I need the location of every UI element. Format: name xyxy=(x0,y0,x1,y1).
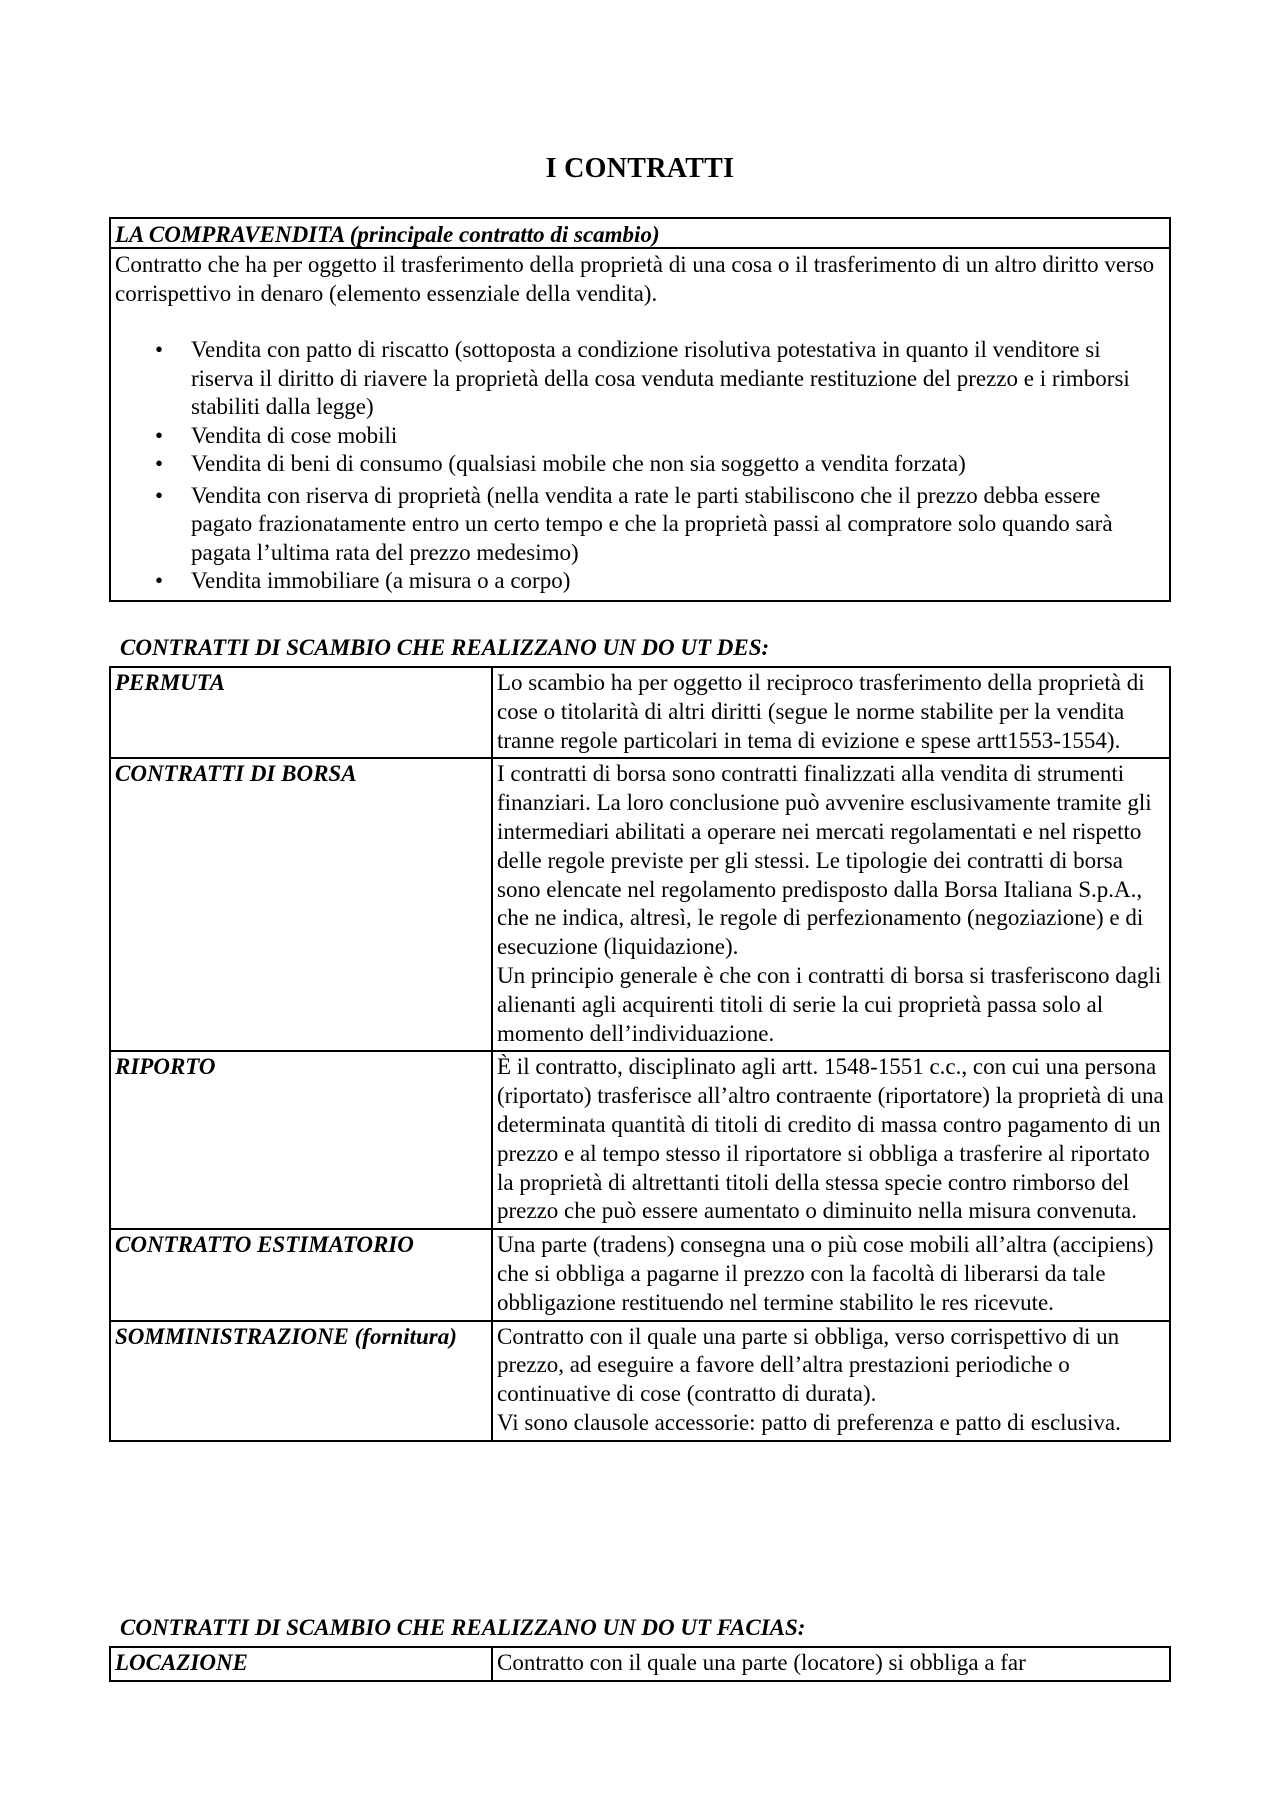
table-row xyxy=(110,758,1170,1051)
term-cell: CONTRATTI DI BORSA xyxy=(110,758,492,1051)
compravendita-intro: Contratto che ha per oggetto il trasferimento della proprietà di una cosa o il trasferimento di un altro diritto verso corrispettivo in denaro (elemento essenziale della vendita). xyxy=(115,252,1155,306)
desc-paragraph: Vi sono clausole accessorie: patto di preferenza e patto di esclusiva. xyxy=(497,1409,1121,1435)
desc-cell xyxy=(492,1051,1170,1229)
table-row xyxy=(110,1229,1170,1320)
list-item: • Vendita di cose mobili xyxy=(115,422,1165,451)
desc-cell xyxy=(492,758,1170,1051)
desc-paragraph: Un principio generale è che con i contratti di borsa si trasferiscono dagli alienanti agli acquirenti titoli di serie la cui proprietà passa solo al momento dell’individuazione. xyxy=(497,962,1162,1046)
compravendita-box xyxy=(109,217,1171,602)
desc-cell xyxy=(492,1229,1170,1320)
do-ut-facias-heading: CONTRATTI DI SCAMBIO CHE REALIZZANO UN DO UT FACIAS: xyxy=(120,1615,806,1640)
do-ut-facias-table xyxy=(109,1646,1171,1682)
compravendita-heading: LA COMPRAVENDITA (principale contratto di scambio) xyxy=(111,219,1169,249)
desc-cell xyxy=(492,667,1170,758)
list-item: • Vendita con patto di riscatto (sottoposta a condizione risolutiva potestativa in quanto il venditore si riserva il diritto di riavere la proprietà della cosa venduta mediante restituzione del prezzo e i rimborsi stabiliti dalla legge) xyxy=(115,336,1165,422)
desc-paragraph: Contratto con il quale una parte si obbliga, verso corrispettivo di un prezzo, ad eseguire a favore dell’altra prestazioni periodiche o continuative di cose (contratto di durata). xyxy=(497,1323,1120,1407)
vendita-types-list xyxy=(115,336,1165,596)
table-row xyxy=(110,1647,1170,1681)
do-ut-des-table xyxy=(109,666,1171,1442)
desc-cell xyxy=(492,1321,1170,1441)
term-cell: RIPORTO xyxy=(110,1051,492,1229)
desc-paragraph: I contratti di borsa sono contratti finalizzati alla vendita di strumenti finanziari. La loro conclusione può avvenire esclusivamente tramite gli intermediari abilitati a operare nei mercati regolamentati e nel rispetto delle regole previste per gli stessi. Le tipologie dei contratti di borsa sono elencate nel regolamento predisposto dalla Borsa Italiana S.p.A., che ne indica, altresì, le regole di perfezionamento (negoziazione) e di esecuzione (liquidazione). xyxy=(497,761,1152,960)
term-cell: PERMUTA xyxy=(110,667,492,758)
desc-paragraph: Una parte (tradens) consegna una o più cose mobili all’altra (accipiens) che si obbliga a pagarne il prezzo con la facoltà di liberarsi da tale obbligazione restituendo nel termine stabilito le res ricevute. xyxy=(497,1232,1154,1315)
compravendita-body xyxy=(111,249,1169,600)
page-title: I CONTRATTI xyxy=(545,153,735,184)
term-cell: CONTRATTO ESTIMATORIO xyxy=(110,1229,492,1320)
list-item: • Vendita con riserva di proprietà (nella vendita a rate le parti stabiliscono che il prezzo debba essere pagato frazionatamente entro un certo tempo e che la proprietà passi al compratore solo quando sarà pagata l’ultima rata del prezzo medesimo) xyxy=(115,482,1165,568)
term-cell: LOCAZIONE xyxy=(110,1647,492,1681)
table-row xyxy=(110,667,1170,758)
term-cell: SOMMINISTRAZIONE (fornitura) xyxy=(110,1321,492,1441)
desc-paragraph: È il contratto, disciplinato agli artt. 1548-1551 c.c., con cui una persona (riportato) trasferisce all’altro contraente (riportatore) la proprietà di una determinata quantità di titoli di credito di massa contro pagamento di un prezzo e al tempo stesso il riportatore si obbliga a trasferire al riportato la proprietà di altrettanti titoli della stessa specie contro rimborso del prezzo che può essere aumentato o diminuito nella misura convenuta. xyxy=(497,1054,1164,1224)
list-item: • Vendita immobiliare (a misura o a corpo) xyxy=(115,567,1165,596)
table-row xyxy=(110,1051,1170,1229)
list-item: • Vendita di beni di consumo (qualsiasi mobile che non sia soggetto a vendita forzata) xyxy=(115,450,1165,479)
desc-paragraph: Lo scambio ha per oggetto il reciproco trasferimento della proprietà di cose o titolarità di altri diritti (segue le norme stabilite per la vendita tranne regole particolari in tema di evizione e spese artt1553-1554). xyxy=(497,670,1145,753)
do-ut-des-heading: CONTRATTI DI SCAMBIO CHE REALIZZANO UN DO UT DES: xyxy=(120,635,770,660)
desc-paragraph: Contratto con il quale una parte (locatore) si obbliga a far xyxy=(497,1650,1026,1675)
desc-cell xyxy=(492,1647,1170,1681)
table-row xyxy=(110,1321,1170,1441)
